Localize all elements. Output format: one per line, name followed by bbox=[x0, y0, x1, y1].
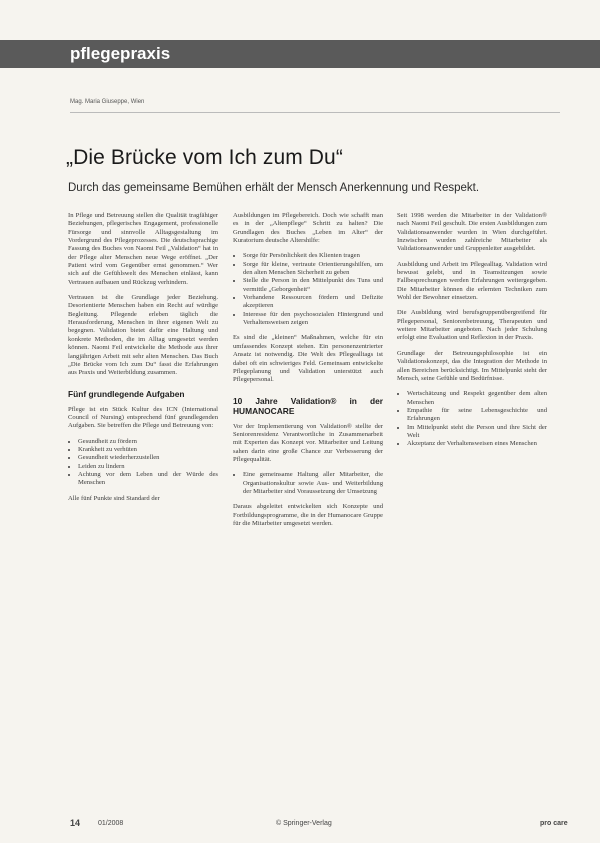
paragraph: Vertrauen ist die Grundlage jeder Beziehung. Desorientierte Menschen haben ein Recht auf würdige Begleitung. Pflegende erleben täglich die Herausforderung, Menschen in ihrer eigenen Welt zu begegnen. Validation bietet dafür eine Haltung und konkrete Methoden, die im Alltag umgesetzt werden können. Naomi Feil entwickelte die Methode aus ihrer langjährigen Arbeit mit sehr alten Menschen. Das Buch „Die Brücke vom Ich zum Du“ fasst die Erfahrungen aus Praxis und Weiterbildung zusammen. bbox=[68, 294, 218, 377]
bullet-list bbox=[233, 471, 383, 496]
paragraph: Ausbildungen im Pflegebereich. Doch wie schafft man es in der „Altenpflege“ Schritt zu halten? Die Grundlagen des Buches „Leben im Alter“ der Kuratorium deutsche Altershilfe: bbox=[233, 212, 383, 245]
bullet-item: • Im Mittelpunkt steht die Person und ihre Sicht der Welt bbox=[407, 424, 547, 441]
magazine-name: pro care bbox=[540, 820, 568, 827]
bullet-item: • Wertschätzung und Respekt gegenüber dem alten Menschen bbox=[407, 390, 547, 407]
paragraph: In Pflege und Betreuung stellen die Qualität tragfähiger Beziehungen, pflegerisches Engagement, professionelle Fürsorge und sinnvolle Alltagsgestaltung im Vordergrund des Pflegeprozesses. Die deutschsprachige Fassung des Buches von Naomi Feil „Validation“ hat in der Pflege alter Menschen neue Wege eröffnet. „Der Patient wird vom Gegenüber ernst genommen.“ Wer sich auf die Gefühlswelt des Menschen einlässt, kann Vertrauen aufbauen und Rückzug verhindern. bbox=[68, 212, 218, 286]
bullet-item: • Vorhandene Ressourcen fördern und Defizite akzeptieren bbox=[243, 294, 383, 311]
section-heading: Fünf grundlegende Aufgaben bbox=[68, 388, 185, 399]
bullet-item: • Leiden zu lindern bbox=[78, 463, 218, 471]
bullet-item: • Interesse für den psychosozialen Hintergrund und Verhaltensweisen zeigen bbox=[243, 311, 383, 328]
author-line: Mag. Maria Giuseppe, Wien bbox=[70, 99, 145, 105]
page-number: 14 bbox=[70, 818, 81, 828]
bullet-list bbox=[233, 252, 383, 327]
issue-number: 01/2008 bbox=[98, 820, 124, 827]
text-column-2 bbox=[233, 212, 383, 535]
paragraph: Es sind die „kleinen“ Maßnahmen, welche für ein umfassendes Konzept stehen. Ein personenzentrierter Ansatz ist notwendig. Die Welt des Pflegealltags ist dabei oft ein schwieriges Feld. Gemeinsam entwickelte Pflegeplanung und Validation unterstützt auch Pflegepersonal. bbox=[233, 334, 383, 384]
bullet-item: • Achtung vor dem Leben und der Würde des Menschen bbox=[78, 471, 218, 488]
section-header-bar bbox=[0, 40, 600, 68]
publisher-credit: © Springer-Verlag bbox=[276, 820, 332, 827]
bullet-list bbox=[68, 438, 218, 488]
paragraph: Alle fünf Punkte sind Standard der bbox=[68, 494, 160, 502]
section-heading: 10 Jahre Validation® in der HUMANOCARE bbox=[233, 395, 383, 416]
bullet-item: • Stelle die Person in den Mittelpunkt des Tuns und vermittle „Geborgenheit“ bbox=[243, 277, 383, 294]
paragraph: Grundlage der Betreuungsphilosophie ist ein Validationskonzept, das die Integration der Methode in allen Bereichen berücksichtigt. Im Mittelpunkt steht der Mensch, seine Gefühle und Bedürfnisse. bbox=[397, 349, 547, 382]
text-column-3 bbox=[397, 212, 547, 456]
bullet-item: • Sorge für Persönlichkeit des Klienten tragen bbox=[243, 252, 383, 260]
paragraph: Vor der Implementierung von Validation® stellte der Seniorenresidenz Verantwortliche in Zusammenarbeit mit Experten das Konzept vor. Mitarbeiter und Leitung sahen darin eine große Chance zur Verbesserung der Pflegequalität. bbox=[233, 422, 383, 463]
article-headline: „Die Brücke vom Ich zum Du“ bbox=[66, 146, 343, 169]
bullet-item: • Gesundheit zu fördern bbox=[78, 438, 218, 446]
paragraph: Ausbildung und Arbeit im Pflegealltag. Validation wird bewusst gelebt, und in Teamsitzungen sowie Fallbesprechungen werden Erfahrungen weitergegeben. Die Mitarbeiter können die erlernten Techniken zum Wohl der Bewohner einsetzen. bbox=[397, 260, 547, 302]
bullet-item: • Gesundheit wiederherzustellen bbox=[78, 454, 218, 462]
paragraph: Daraus abgeleitet entwickelten sich Konzepte und Fortbildungsprogramme, die in der Humanocare Gruppe für die Mitarbeiter umgesetzt werden. bbox=[233, 503, 383, 527]
bullet-item: • Sorge für kleine, vertraute Orientierungshilfen, um den alten Menschen Sicherheit zu geben bbox=[243, 261, 383, 278]
section-title: pflegepraxis bbox=[70, 44, 171, 63]
divider bbox=[70, 112, 560, 113]
paragraph: Seit 1998 werden die Mitarbeiter in der Validation® nach Naomi Feil geschult. Die ersten Ausbildungen zum Validationsanwender wurden in Wien durchgeführt. Inzwischen wurden zahlreiche Mitarbeiter als Validationsanwender und Gruppenleiter ausgebildet. bbox=[397, 212, 547, 253]
bullet-item: • Krankheit zu verhüten bbox=[78, 446, 218, 454]
bullet-item: • Eine gemeinsame Haltung aller Mitarbeiter, die Organisationskultur sowie Aus- und Weiterbildung der Mitarbeiter sind Voraussetzung der Umsetzung bbox=[243, 471, 383, 496]
bullet-item: • Empathie für seine Lebensgeschichte und Erfahrungen bbox=[407, 407, 547, 424]
paragraph: Pflege ist ein Stück Kultur des ICN (International Council of Nursing) entsprechend fünf grundlegenden Aufgaben. Sie betreffen die Pflege und Betreuung von: bbox=[68, 405, 218, 430]
article-subheadline: Durch das gemeinsame Bemühen erhält der Mensch Anerkennung und Respekt. bbox=[68, 182, 480, 194]
paragraph: Die Ausbildung wird berufsgruppenübergreifend für Pflegepersonal, Seniorenbetreuung, Therapeuten und weitere Mitarbeiter angeboten. Nach jeder Schulung erfolgt eine Evaluation und Reflexion in der Praxis. bbox=[397, 309, 547, 342]
bullet-item: • Akzeptanz der Verhaltensweisen eines Menschen bbox=[407, 440, 547, 448]
bullet-list bbox=[397, 390, 547, 448]
text-column-1 bbox=[68, 212, 218, 510]
